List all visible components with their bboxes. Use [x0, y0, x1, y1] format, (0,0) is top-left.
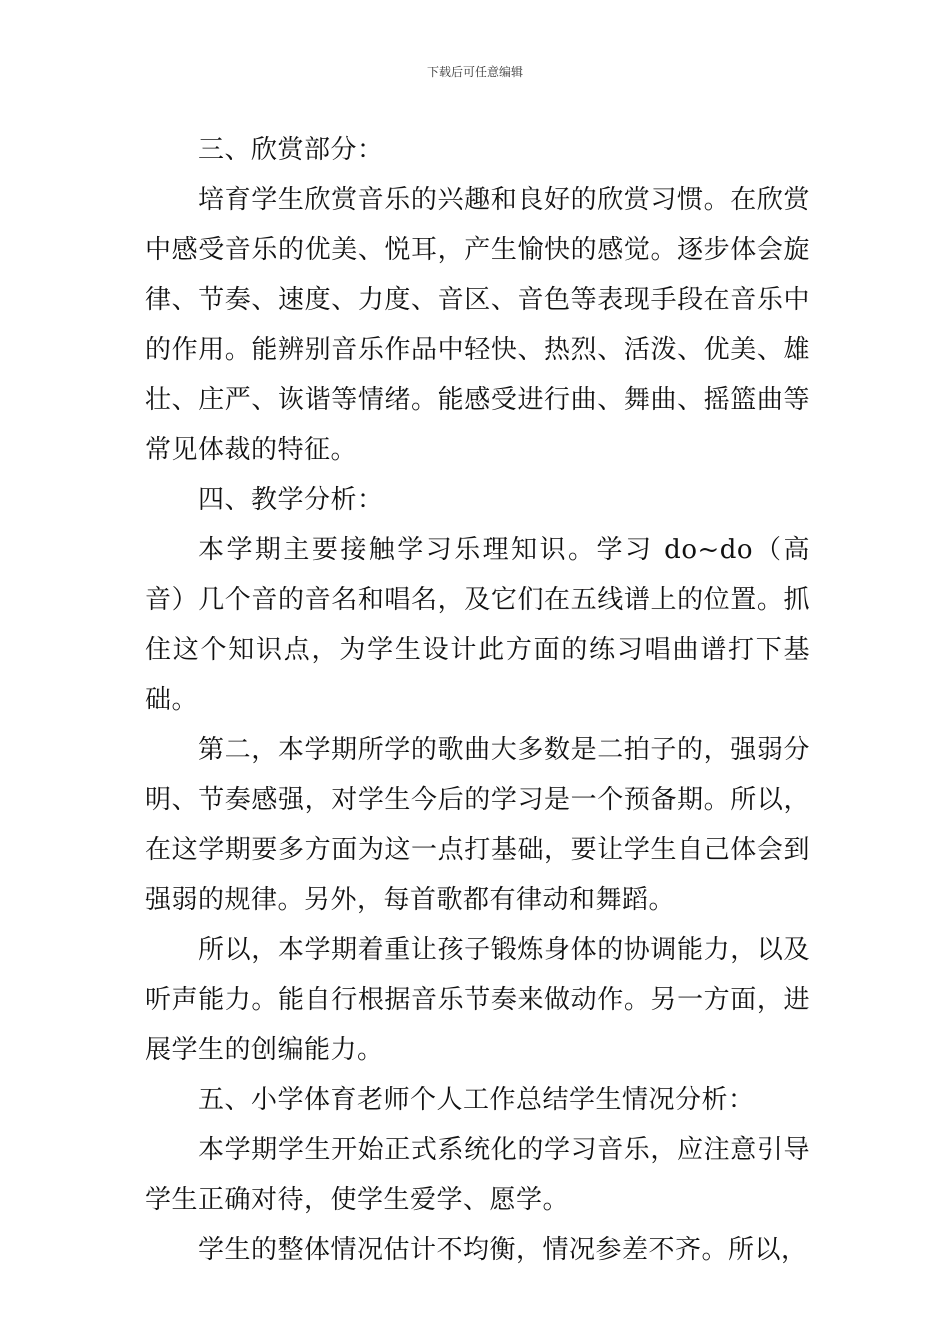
- section-heading-student-analysis: 五、小学体育老师个人工作总结学生情况分析：: [198, 1085, 755, 1115]
- paragraph-appreciation: 培育学生欣赏音乐的兴趣和良好的欣赏习惯。在欣赏中感受音乐的优美、悦耳，产生愉快的感觉。逐步体会旋律、节奏、速度、力度、音区、音色等表现手段在音乐中的作用。能辨别音乐作品中轻快、热烈、活泼、优美、雄壮、庄严、诙谐等情绪。能感受进行曲、舞曲、摇篮曲等常见体裁的特征。: [145, 185, 810, 465]
- document-body: [145, 125, 810, 1275]
- section-heading-appreciation: 三、欣赏部分：: [198, 135, 384, 165]
- section-heading-teaching-analysis: 四、教学分析：: [198, 485, 384, 515]
- paragraph-second-point: 第二，本学期所学的歌曲大多数是二拍子的，强弱分明、节奏感强，对学生今后的学习是一个预备期。所以，在这学期要多方面为这一点打基础，要让学生自己体会到强弱的规律。另外，每首歌都有律动和舞蹈。: [145, 735, 810, 915]
- paragraph-uneven-situation: 学生的整体情况估计不均衡，情况参差不齐。所以，: [198, 1235, 808, 1265]
- paragraph-music-theory: 本学期主要接触学习乐理知识。学习 do~do（高音）几个音的音名和唱名，及它们在五线谱上的位置。抓住这个知识点，为学生设计此方面的练习唱曲谱打下基础。: [145, 535, 810, 715]
- paragraph-coordination: 所以，本学期着重让孩子锻炼身体的协调能力，以及听声能力。能自行根据音乐节奏来做动作。另一方面，进展学生的创编能力。: [145, 935, 810, 1065]
- paragraph-systematic-learning: 本学期学生开始正式系统化的学习音乐，应注意引导学生正确对待，使学生爱学、愿学。: [145, 1135, 810, 1215]
- page-header-note: 下载后可任意编辑: [426, 65, 523, 79]
